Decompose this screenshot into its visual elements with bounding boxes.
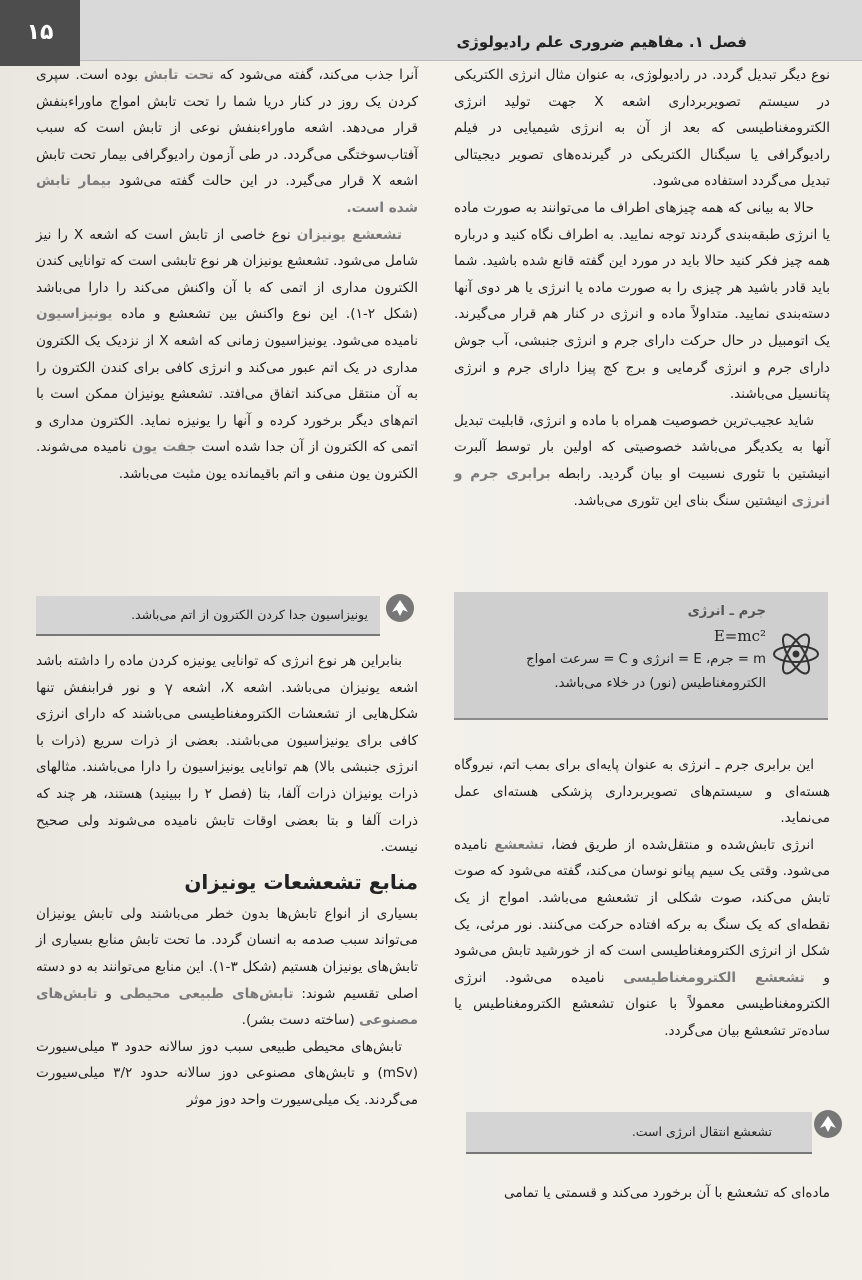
highlighted-term: تشعشع یونیزان	[296, 226, 402, 243]
text-run: بوده است. سپری کردن یک روز در کنار دریا شما را تحت تابش امواج ماوراءبنفش قرار می‌دهد. اشعه ماوراءبنفش نوعی از تابش است که سبب آفتاب‌سوختگی می‌گردد. در طی آزمون رادیوگرافی بیمار تحت تابش اشعه X قرار می‌گیرد. در این حالت گفته می‌شود	[36, 67, 418, 190]
paragraph: این برابری جرم ـ انرژی به عنوان پایه‌ای برای بمب اتم، نیروگاه هسته‌ای و سیستم‌های تصویربرداری پزشکی هسته‌ای عمل می‌نماید.	[454, 757, 830, 827]
highlighted-term: تشعشع الکترومغناطیسی	[623, 969, 805, 986]
pointer-hand-icon	[812, 1108, 844, 1140]
callout-box	[36, 596, 380, 634]
highlighted-term: برابری جرم و انرژی	[454, 465, 830, 509]
text-run: انرژی تابش‌شده و منتقل‌شده از طریق فضا،	[544, 836, 814, 853]
highlighted-term: جفت یون	[131, 439, 197, 456]
chapter-title: فصل ۱. مفاهیم ضروری علم رادیولوژی	[456, 33, 747, 51]
text-run: نامیده می‌شوند. الکترون یون منفی و اتم باقیمانده یون مثبت می‌باشد.	[36, 439, 418, 482]
text-run: بسیاری از انواع تابش‌ها بدون خطر می‌باشند ولی تابش یونیزان می‌تواند سبب صدمه به انسان گردد. ما تحت تابش منابع بسیاری از تابش‌های یونیزان هستیم (شکل ۳-۱). این منابع می‌توانند به دو دسته اصلی تقسیم شوند:	[36, 905, 418, 1002]
text-run: انیشتین سنگ بنای این تئوری می‌باشد.	[573, 492, 792, 509]
formula-box	[454, 592, 828, 720]
highlighted-term: تابش‌های مصنوعی	[36, 985, 418, 1029]
highlighted-term: تحت تابش	[143, 67, 214, 83]
section-heading: منابع تشعشعات یونیزان	[184, 869, 418, 894]
text-run: نامیده می‌شود. یونیزاسیون زمانی که اشعه X از نزدیک یک الکترون مداری در یک اتم عبور می‌کند و انرژی کافی برای کندن الکترون را به آن منتقل می‌کند اتفاق می‌افتد. تشعشع یونیزان ممکن است با اتم‌های دیگر برخورد کرده و آنها را یونیزه نماید. الکترون مداری و اتمی که الکترون از آن جدا شده است	[36, 332, 418, 456]
formula-legend: m = جرم، E = انرژی و C = سرعت امواج	[526, 652, 766, 667]
paragraph: حالا به بیانی که همه چیزهای اطراف ما می‌توانند به صورت ماده یا انرژی طبقه‌بندی گردند توجه نمایید. به اطراف نگاه کنید و درباره همه چیز فکر کنید حالا باید در مورد این گفته قانع شده باشید. شما باید قادر باشید هر چیزی را به صورت ماده یا انرژی یا هر دوی آنها دسته‌بندی نمایید. متداولاً ماده و انرژی در کنار هم قرار می‌گیرند. یک اتومبیل در حال حرکت دارای جرم و انرژی جنبشی، آب جوش دارای جرم و انرژی گرمایی و برج کج پیزا دارای جرم و انرژی پتانسیل می‌باشند.	[454, 199, 830, 403]
callout-box	[466, 1112, 812, 1152]
left-column	[36, 62, 418, 488]
text-run: نوع خاصی از تابش است که اشعه X را نیز شامل می‌شود. تشعشع یونیزان هر نوع تابشی است که توانایی کندن الکترون مداری از اتمی که با آن واکنش می‌کند را دارا می‌باشد (شکل ۲-۱). این نوع واکنش بین تشعشع و ماده	[36, 226, 418, 323]
paragraph: نوع دیگر تبدیل گردد. در رادیولوژی، به عنوان مثال انرژی الکتریکی در سیستم تصویربرداری اشعه X جهت تولید انرژی الکترومغناطیسی که بعد از آن به انرژی شیمیایی در فیلم رادیوگرافی یا سیگنال الکتریکی در گیرنده‌های تصویر دیجیتالی تبدیل می‌گردد استفاده می‌شود.	[454, 67, 830, 190]
pointer-hand-icon	[384, 592, 416, 624]
page-number: ۱۵	[0, 0, 80, 66]
text-run: نامیده می‌شود. وقتی یک سیم پیانو نوسان می‌کند، گفته می‌شود که صوت تابش می‌کند، صوت شکلی از تشعشع می‌باشد. امواج از یک نقطه‌ای که یک سنگ به برکه افتاده حرکت می‌کنند. نور مرئی، یک شکل از انرژی الکترومغناطیسی است که از خورشید تابش می‌شود و	[454, 836, 830, 986]
paragraph	[36, 62, 418, 222]
text-run: (ساخته دست بشر).	[241, 1012, 360, 1029]
paragraph	[36, 901, 418, 1034]
paragraph: ماده‌ای که تشعشع با آن برخورد می‌کند و قسمتی یا تمامی	[504, 1185, 830, 1201]
callout-text: یونیزاسیون جدا کردن الکترون از اتم می‌باشد.	[131, 607, 368, 622]
atom-icon	[770, 628, 822, 680]
text-run: آنرا جذب می‌کند، گفته می‌شود که	[213, 67, 418, 83]
page-header	[0, 0, 862, 61]
right-column-end	[454, 1180, 830, 1207]
paragraph: بنابراین هر نوع انرژی که توانایی یونیزه کردن ماده را داشته باشد اشعه یونیزان می‌باشد. اشعه X، اشعه γ و نور فرابنفش تنها شکل‌هایی از تشعشات الکترومغناطیسی می‌باشند که دارای انرژی کافی برای یونیزاسیون می‌باشند. بعضی از ذرات سریع (ذرات با انرژی جنبشی بالا) هم توانایی یونیزاسیون را دارا می‌باشند. مثالهای ذرات یونیزان ذرات آلفا، بتا (فصل ۲ را ببینید) هستند، هر چند که ذرات آلفا و بتا بعضی اوقات تابش نامیده می‌شوند ولی صحیح نیست.	[36, 653, 418, 856]
formula-content	[456, 600, 766, 696]
formula-title: جرم ـ انرژی	[687, 604, 766, 619]
callout-divider	[466, 1152, 812, 1154]
text-run: و	[97, 985, 120, 1002]
paragraph: تابش‌های محیطی طبیعی سبب دوز سالانه حدود ۳ میلی‌سیورت (mSv) و تابش‌های مصنوعی دوز سالانه حدود ۳/۲ میلی‌سیورت می‌گردند. یک میلی‌سیورت واحد دوز موثر	[36, 1038, 419, 1108]
right-column-lower	[454, 752, 830, 1045]
callout-divider	[36, 634, 380, 636]
left-column-lower	[36, 648, 418, 1114]
paragraph	[36, 222, 418, 488]
formula-equation: E=mc²	[713, 627, 766, 645]
highlighted-term: تشعشع	[494, 836, 545, 853]
paragraph	[454, 408, 830, 514]
formula-legend: الکترومغناطیس (نور) در خلاء می‌باشد.	[554, 676, 766, 691]
paragraph	[454, 832, 830, 1045]
highlighted-term: تابش‌های طبیعی محیطی	[119, 985, 294, 1002]
callout-text: تشعشع انتقال انرژی است.	[631, 1124, 772, 1139]
highlighted-term: یونیزاسیون	[36, 306, 113, 323]
text-run: شاید عجیب‌ترین خصوصیت همراه با ماده و انرژی، قابلیت تبدیل آنها به یکدیگر می‌باشد خصوصیتی که اولین بار توسط آلبرت انیشتین با تئوری نسبیت او بیان گردید. رابطه	[454, 412, 830, 482]
text-run: نامیده می‌شود. انرژی الکترومغناطیسی معمولاً با عنوان تشعشع الکترومغناطیس یا ساده‌تر تشعشع بیان می‌گردد.	[454, 969, 830, 1039]
highlighted-term: بیمار تابش شده است.	[36, 173, 418, 216]
right-column	[454, 62, 830, 514]
